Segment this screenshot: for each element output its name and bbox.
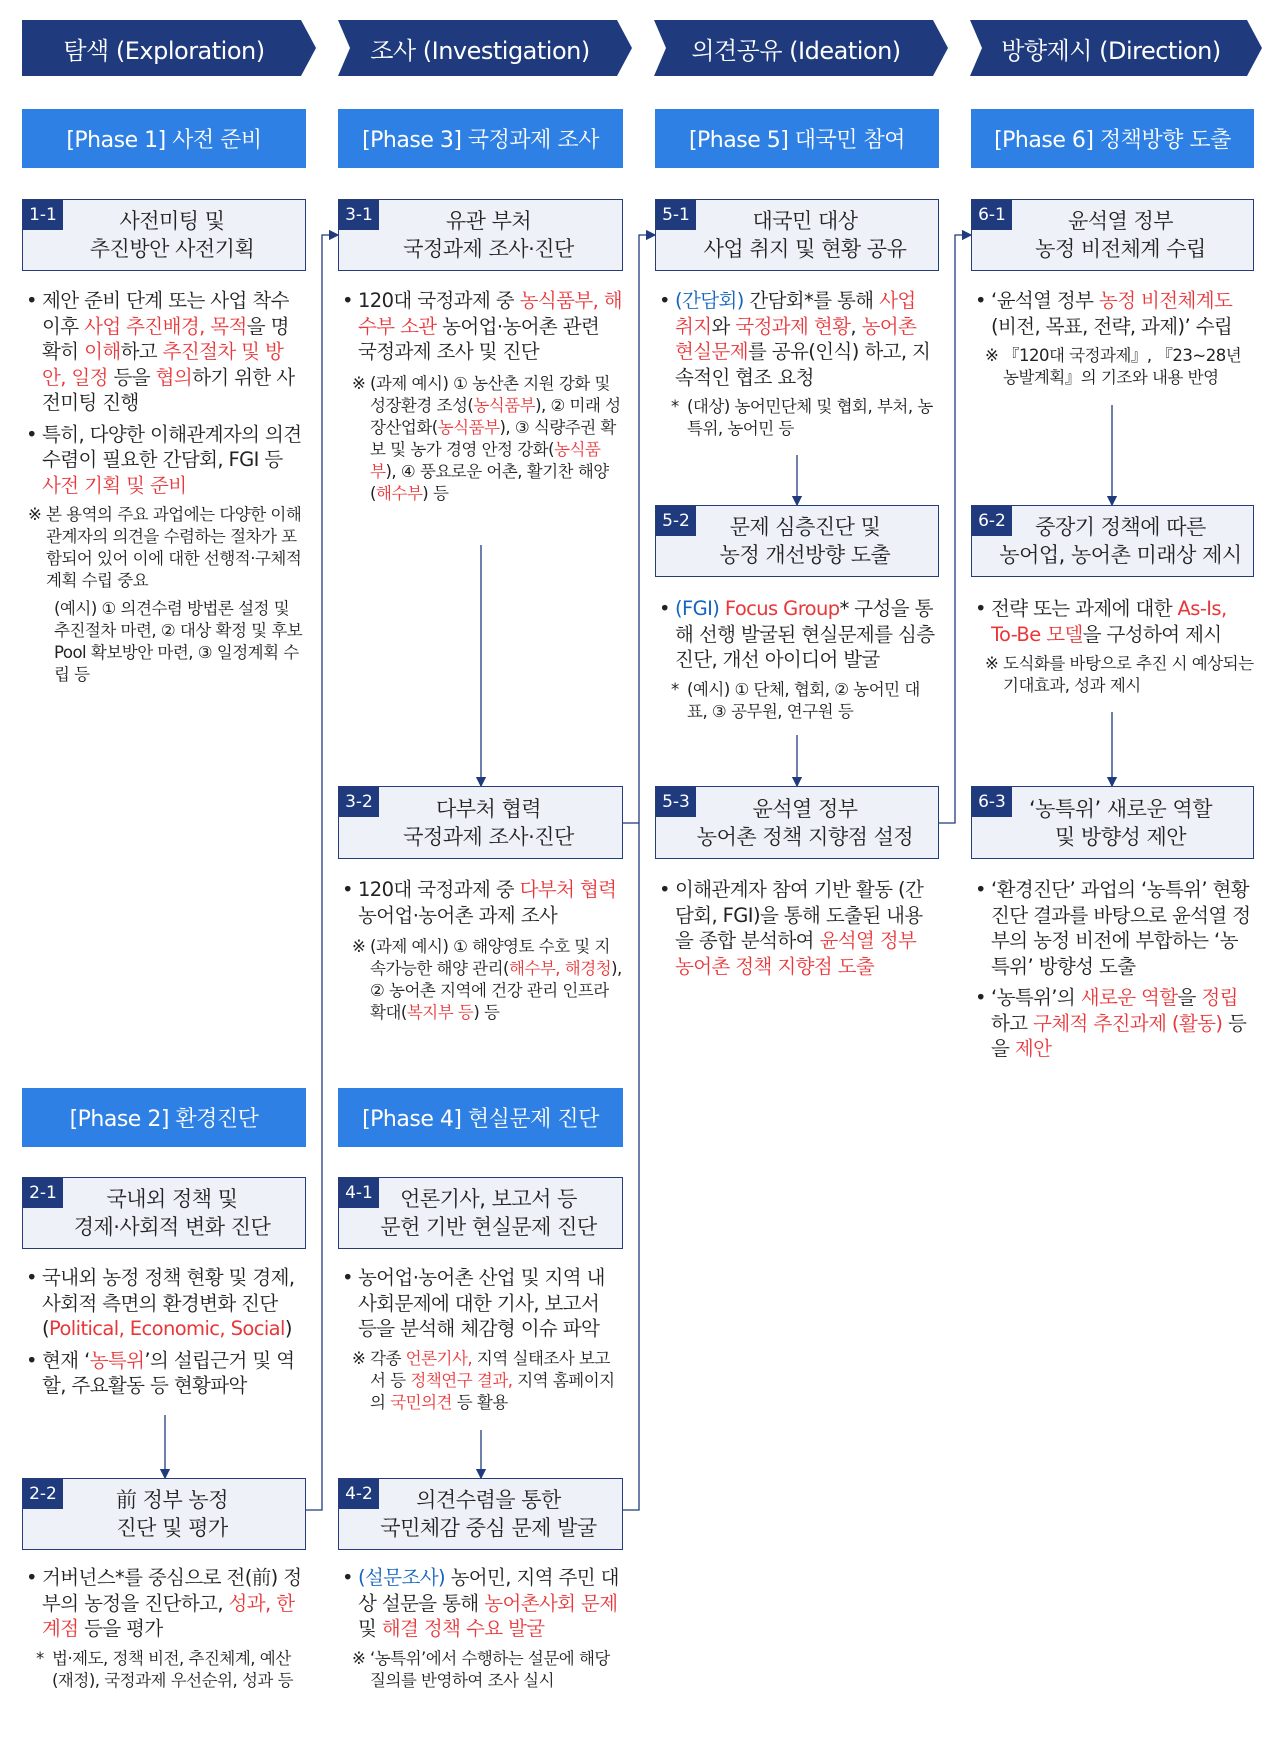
step-title: 대국민 대상 사업 취지 및 현황 공유	[703, 209, 907, 261]
step-2-2-details	[24, 1565, 306, 1696]
step-6-3	[971, 786, 1254, 859]
step-title: 의견수렴을 통한 국민체감 중심 문제 발굴	[380, 1488, 597, 1540]
bullet-item: • 현재 ‘농특위’의 설립근거 및 역할, 주요활동 등 현황파악	[24, 1348, 306, 1399]
step-5-1-details	[657, 288, 939, 444]
step-4-1	[338, 1177, 623, 1249]
step-number: 6-2	[972, 506, 1012, 536]
step-number: 6-3	[972, 787, 1012, 817]
note-item: ※ 본 용역의 주요 과업에는 다양한 이해관계자의 의견을 수렴하는 절차가 포함되어 있어 이에 대한 선행적·구체적 계획 수립 중요	[28, 505, 302, 590]
step-number: 2-1	[23, 1178, 63, 1208]
bullet-item: • 국내외 농정 정책 현황 및 경제, 사회적 측면의 환경변화 진단 (Political, Economic, Social)	[24, 1265, 306, 1342]
step-6-2-details	[973, 596, 1254, 701]
step-number: 2-2	[23, 1479, 63, 1509]
bullet-item: • (FGI) Focus Group* 구성을 통해 선행 발굴된 현실문제를 심층 진단, 개선 아이디어 발굴	[657, 596, 939, 673]
bullet-item: • 120대 국정과제 중 다부처 협력 농어업·농어촌 과제 조사	[340, 877, 623, 928]
step-6-1-details	[973, 288, 1254, 393]
bullet-item: • 이해관계자 참여 기반 활동 (간담회, FGI)을 통해 도출된 내용을 종합 분석하여 윤석열 정부 농어촌 정책 지향점 도출	[657, 877, 939, 979]
connector-4-2-to-5-1	[623, 235, 655, 1510]
step-title: 유관 부처 국정과제 조사·진단	[403, 209, 574, 261]
step-title: 사전미팅 및 추진방안 사전기획	[89, 209, 255, 261]
step-number: 3-2	[339, 787, 379, 817]
phase-3-header: [Phase 3] 국정과제 조사	[338, 109, 623, 168]
step-3-2	[338, 786, 623, 859]
phase-4-header: [Phase 4] 현실문제 진단	[338, 1088, 623, 1147]
bullet-item: • ‘환경진단’ 과업의 ‘농특위’ 현황 진단 결과를 바탕으로 윤석열 정부의 농정 비전에 부합하는 ‘농특위’ 방향성 도출	[973, 877, 1254, 979]
step-number: 6-1	[972, 200, 1012, 230]
note-item: ※ 각종 언론기사, 지역 실태조사 보고서 등 정책연구 결과, 지역 홈페이지의 국민의견 등 활용	[352, 1348, 615, 1412]
note-item: * 법·제도, 정책 비전, 추진체계, 예산(재정), 국정과제 우선순위, 성과 등	[36, 1648, 294, 1690]
note-item: ※ (과제 예시) ① 해양영토 수호 및 지속가능한 해양 관리(해수부, 해경청), ② 농어촌 지역에 건강 관리 인프라 확대(복지부 등) 등	[352, 937, 622, 1022]
step-number: 3-1	[339, 200, 379, 230]
phase-1-header: [Phase 1] 사전 준비	[22, 109, 306, 168]
step-6-1	[971, 199, 1254, 271]
step-2-1-details	[24, 1265, 306, 1405]
step-title: ‘농특위’ 새로운 역할 및 방향성 제안	[1029, 796, 1212, 849]
step-title: 前 정부 농정 진단 및 평가	[116, 1488, 228, 1540]
stage-direction	[970, 20, 1262, 76]
step-3-1	[338, 199, 623, 271]
note-item: ※ (과제 예시) ① 농산촌 지원 강화 및 성장환경 조성(농식품부), ② 미래 성장산업화(농식품부), ③ 식량주권 확보 및 농가 경영 안정 강화(농식품부), ④ 풍요로운 어촌, 활기찬 해양(해수부) 등	[352, 373, 621, 503]
step-title: 윤석열 정부 농정 비전체계 수립	[1035, 209, 1206, 261]
step-5-1	[655, 199, 939, 271]
step-4-2-details	[340, 1565, 623, 1696]
step-4-2	[338, 1478, 623, 1550]
bullet-item: • 농어업·농어촌 산업 및 지역 내 사회문제에 대한 기사, 보고서 등을 분석해 체감형 이슈 파악	[340, 1265, 623, 1342]
step-number: 4-1	[339, 1178, 379, 1208]
stage-label: 탐색 (Exploration)	[63, 36, 265, 65]
step-title: 언론기사, 보고서 등 문헌 기반 현실문제 진단	[380, 1187, 597, 1239]
bullet-item: • (설문조사) 농어민, 지역 주민 대상 설문을 통해 농어촌사회 문제 및 해결 정책 수요 발굴	[340, 1565, 623, 1642]
step-3-1-details	[340, 288, 623, 509]
step-2-1	[22, 1177, 306, 1249]
step-5-2	[655, 505, 939, 577]
connector-2-2-to-3-1	[306, 235, 338, 1510]
step-title: 중장기 정책에 따른 농어업, 농어촌 미래상 제시	[999, 515, 1242, 567]
step-1-1-details	[24, 288, 306, 690]
phase-5-header: [Phase 5] 대국민 참여	[655, 109, 939, 168]
step-title: 다부처 협력 국정과제 조사·진단	[403, 796, 574, 849]
note-item: (예시) ① 의견수렴 방법론 설정 및 추진절차 마련, ② 대상 확정 및 후보 Pool 확보방안 마련, ③ 일정계획 수립 등	[54, 599, 303, 684]
bullet-item: • 전략 또는 과제에 대한 As-Is, To-Be 모델을 구성하여 제시	[973, 596, 1254, 647]
step-3-2-details	[340, 877, 623, 1028]
step-title: 윤석열 정부 농어촌 정책 지향점 설정	[696, 796, 914, 849]
connector-5-3-to-6-1	[939, 235, 971, 823]
note-item: * (예시) ① 단체, 협회, ② 농어민 대표, ③ 공무원, 연구원 등	[671, 679, 920, 721]
note-item: ※ 도식화를 바탕으로 추진 시 예상되는 기대효과, 성과 제시	[985, 654, 1254, 695]
step-2-2	[22, 1478, 306, 1550]
bullet-item: • 특히, 다양한 이해관계자의 의견수렴이 필요한 간담회, FGI 등 사전 기획 및 준비	[24, 422, 306, 499]
stage-label: 방향제시 (Direction)	[1001, 36, 1221, 65]
step-number: 5-3	[656, 787, 696, 817]
note-item: ※ 『120대 국정과제』, 『23~28년 농발계획』의 기조와 내용 반영	[985, 346, 1242, 387]
stage-investigation	[338, 20, 632, 76]
step-6-2	[971, 505, 1254, 577]
step-number: 5-2	[656, 506, 696, 536]
step-number: 1-1	[23, 200, 63, 230]
bullet-item: • (간담회) 간담회*를 통해 사업 취지와 국정과제 현황, 농어촌 현실문제를 공유(인식) 하고, 지속적인 협조 요청	[657, 288, 939, 390]
step-number: 5-1	[656, 200, 696, 230]
stage-label: 조사 (Investigation)	[370, 36, 590, 65]
bullet-item: • 120대 국정과제 중 농식품부, 해수부 소관 농어업·농어촌 관련 국정과제 조사 및 진단	[340, 288, 623, 365]
bullet-item: • 제안 준비 단계 또는 사업 착수 이후 사업 추진배경, 목적을 명확히 이해하고 추진절차 및 방안, 일정 등을 협의하기 위한 사전미팅 진행	[24, 288, 306, 416]
step-1-1	[22, 199, 306, 271]
step-number: 4-2	[339, 1479, 379, 1509]
bullet-item: • 거버넌스*를 중심으로 전(前) 정부의 농정을 진단하고, 성과, 한계점 등을 평가	[24, 1565, 306, 1642]
step-5-2-details	[657, 596, 939, 727]
step-4-1-details	[340, 1265, 623, 1418]
stage-label: 의견공유 (Ideation)	[691, 36, 901, 65]
bullet-item: • ‘윤석열 정부 농정 비전체계도 (비전, 목표, 전략, 과제)’ 수립	[973, 288, 1254, 339]
note-item: * (대상) 농어민단체 및 협회, 부처, 농특위, 농어민 등	[671, 397, 933, 438]
bullet-item: • ‘농특위’의 새로운 역할을 정립하고 구체적 추진과제 (활동) 등을 제안	[973, 985, 1254, 1062]
phase-2-header: [Phase 2] 환경진단	[22, 1088, 306, 1147]
step-6-3-details	[973, 877, 1254, 1068]
note-item: ※ ‘농특위’에서 수행하는 설문에 해당 질의를 반영하여 조사 실시	[352, 1648, 610, 1690]
step-title: 국내외 정책 및 경제·사회적 변화 진단	[73, 1187, 271, 1239]
phase-6-header: [Phase 6] 정책방향 도출	[971, 109, 1254, 168]
step-5-3	[655, 786, 939, 859]
stage-ideation	[654, 20, 948, 76]
step-title: 문제 심층진단 및 농정 개선방향 도출	[719, 515, 891, 567]
stage-exploration	[22, 20, 316, 76]
step-5-3-details	[657, 877, 939, 985]
